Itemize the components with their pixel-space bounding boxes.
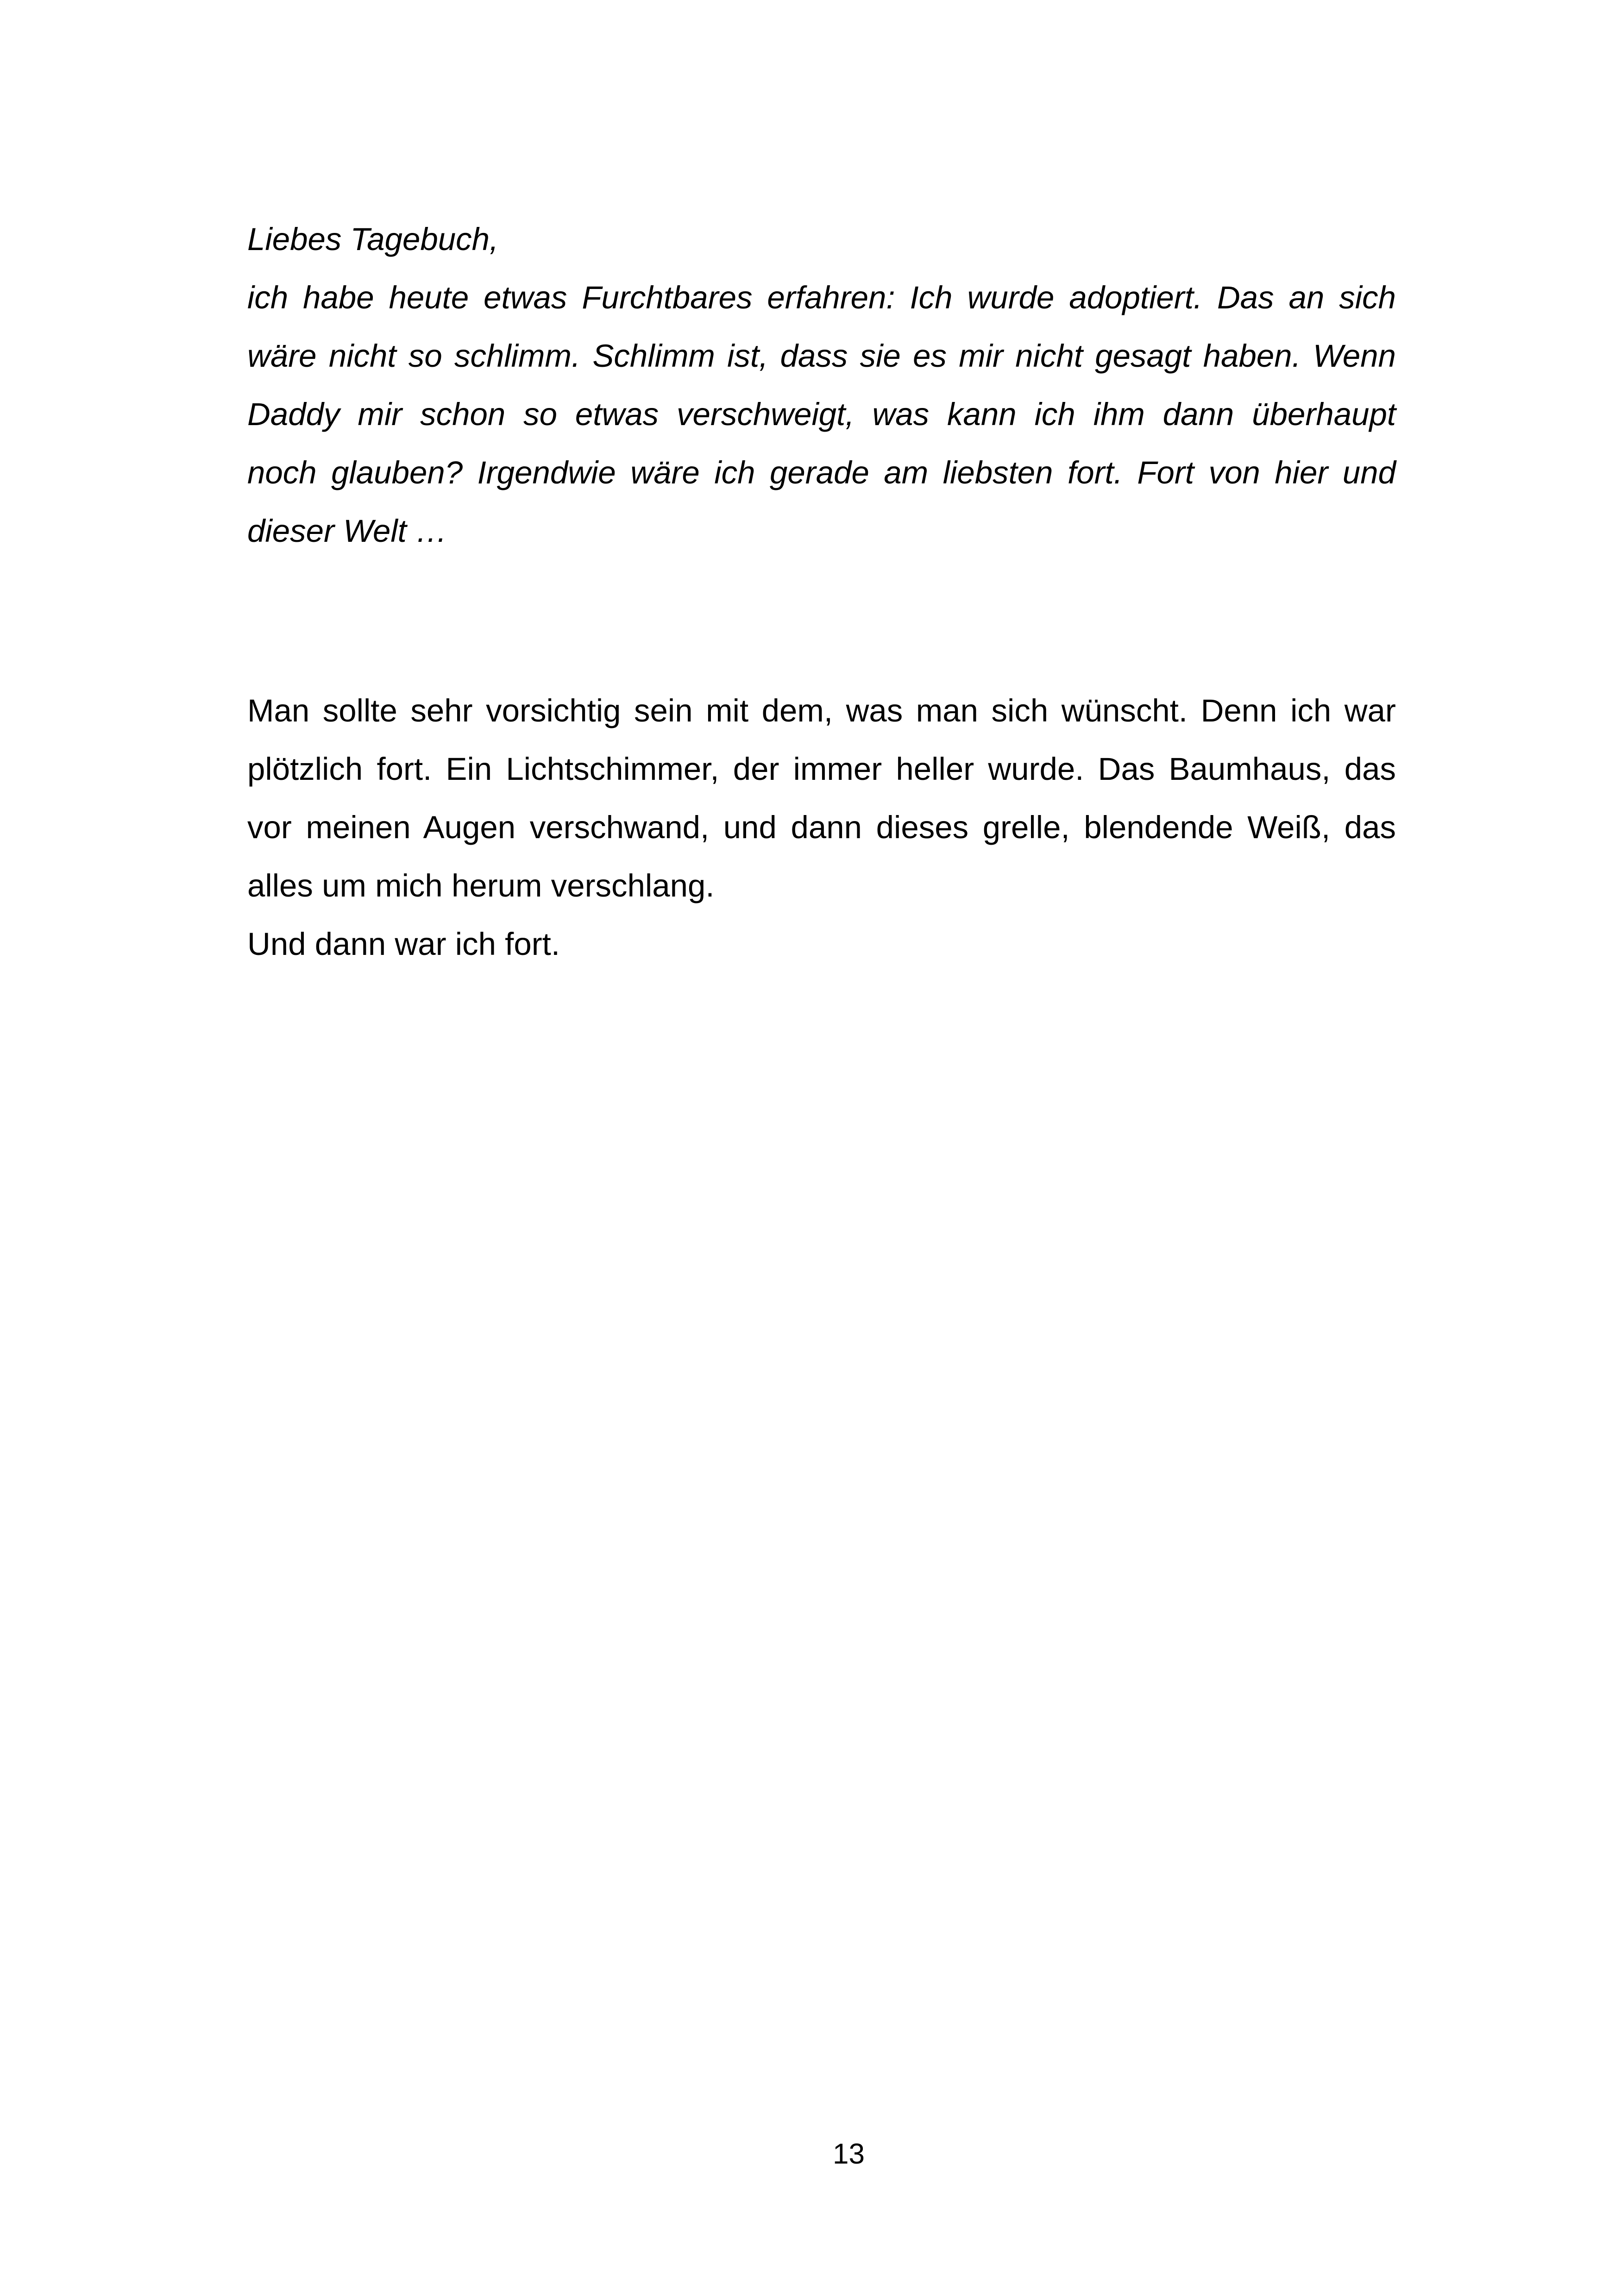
diary-line: noch glauben? Irgendwie wäre ich gerade am liebsten fort. Fort von hier und [247,455,1396,490]
diary-line: Daddy mir schon so etwas verschweigt, was kann ich ihm dann überhaupt [247,396,1396,432]
diary-salutation: Liebes Tagebuch, [247,221,499,257]
narrative-line: Und dann war ich fort. [247,926,560,962]
narrative-line: vor meinen Augen verschwand, und dann dieses grelle, blendende Weiß, das [247,809,1396,845]
diary-line: dieser Welt … [247,513,448,549]
diary-line: ich habe heute etwas Furchtbares erfahren: Ich wurde adoptiert. Das an sich [247,280,1396,315]
diary-line: wäre nicht so schlimm. Schlimm ist, dass sie es mir nicht gesagt haben. Wenn [247,338,1396,374]
narrative-line: plötzlich fort. Ein Lichtschimmer, der immer heller wurde. Das Baumhaus, das [247,751,1396,787]
narrative-line: alles um mich herum verschlang. [247,868,715,903]
diary-entry [247,210,1396,560]
narrative-paragraph [247,682,1396,973]
narrative-line: Man sollte sehr vorsichtig sein mit dem, was man sich wünscht. Denn ich war [247,693,1396,728]
page-number: 13 [833,2138,865,2170]
